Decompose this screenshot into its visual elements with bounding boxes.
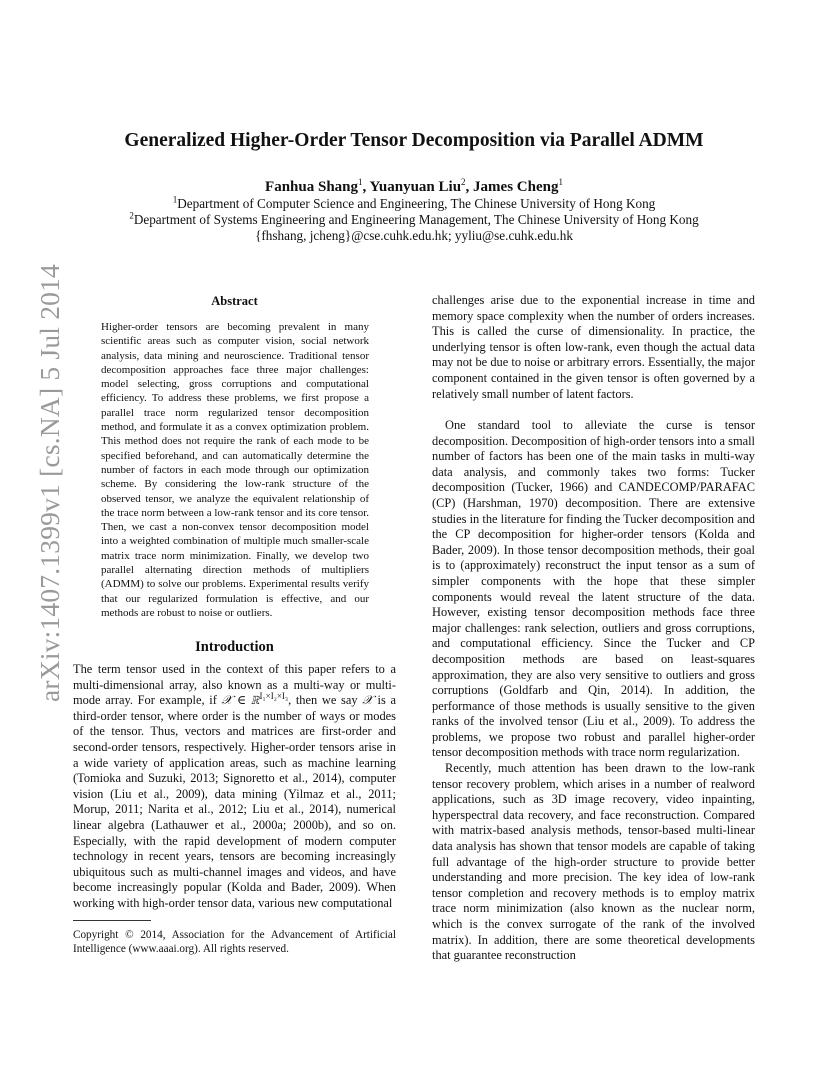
author-name: Yuanyuan Liu [369, 179, 462, 195]
author-name: Fanhua Shang [265, 179, 358, 195]
paper-title: Generalized Higher-Order Tensor Decomposition via Parallel ADMM [124, 130, 704, 151]
intro-text: , then we say [288, 693, 363, 708]
abstract-text: Higher-order tensors are becoming prevalent in many scientific areas such as computer vision, social network analysis, data mining and neuroscience. Traditional tensor decomposition approaches face three major challenges: model selecting, gross corruptions and computational efficiency. To address these problems, we first propose a parallel trace norm regularized tensor decomposition method, and formulate it as a convex optimization problem. This method does not require the rank of each mode to be specified beforehand, and can automatically determine the number of factors in each mode through our optimization scheme. By considering the low-rank structure of the observed tensor, we analyze the equivalent relationship of the trace norm between a low-rank tensor and its core tensor. Then, we cast a non-convex tensor decomposition model into a weighted combination of multiple much smaller-scale matrix trace norm minimization. Finally, we develop two parallel alternating direction methods of multipliers (ADMM) to solve our problems. Experimental results verify that our regularized formulation is effective, and our methods are robust to noise or outliers. [101, 321, 369, 619]
body-paragraph: challenges arise due to the exponential increase in time and memory space complexity when the number of orders increases. This is called the curse of dimensionality. In practice, the underlying tensor is often low-rank, even though the actual data may not be due to noise or arbitrary errors. Essentially, the major component contained in the given tensor is often governed by a relatively small number of latent factors. [432, 293, 755, 401]
author-affil-mark: 2 [461, 177, 466, 187]
tensor-dims: I₁×I₂×I₃ [259, 691, 289, 702]
intro-text: The term tensor used in the context of this paper refers to a multi-dimensional array, also known as a multi-way or multi-mode array. For example, if [73, 662, 396, 708]
author-affil-mark: 1 [358, 177, 363, 187]
abstract-heading: Abstract [211, 294, 258, 308]
tensor-symbol: 𝒳 [362, 693, 373, 708]
introduction-paragraph [73, 662, 396, 912]
author-emails: {fhshang, jcheng}@cse.cuhk.edu.hk; yyliu@se.cuhk.edu.hk [255, 228, 573, 243]
affiliation [0, 212, 828, 228]
author-affil-mark: 1 [558, 177, 563, 187]
introduction-heading: Introduction [195, 639, 274, 655]
footnote-rule [73, 920, 151, 921]
tensor-math: 𝒳 ∈ ℝ [221, 693, 260, 708]
author-name: James Cheng [473, 179, 559, 195]
intro-text: is a third-order tensor, where order is the number of ways or modes of the tensor. Thus, vectors and matrices are first-order and second-order tensors, respectively. Higher-order tensors arise in a wide variety of application areas, such as machine learning (Tomioka and Suzuki, 2013; Signoretto et al., 2014), computer vision (Liu et al., 2009), data mining (Yilmaz et al., 2011; Morup, 2011; Narita et al., 2012; Liu et al., 2014), numerical linear algebra (Lathauwer et al., 2000a; 2000b), and so on. Especially, with the rapid development of modern computer technology in recent years, tensors are becoming increasingly ubiquitous such as multi-channel images and videos, and have become increasingly popular (Kolda and Bader, 2009). When working with high-order tensor data, various new computational [73, 693, 396, 910]
arxiv-identifier-text: arXiv:1407.1399v1 [cs.NA] 5 Jul 2014 [34, 264, 65, 702]
copyright-notice: Copyright © 2014, Association for the Advancement of Artificial Intelligence (www.aaai.org). All rights reserved. [73, 929, 396, 955]
author-list: Fanhua Shang$^1$, Yuanyuan Liu$^2$, James Cheng$^1$ [265, 177, 563, 195]
affiliation [0, 196, 828, 212]
affiliation-mark: 2 [129, 210, 134, 221]
body-paragraph: Recently, much attention has been drawn to the low-rank tensor recovery problem, which arises in a number of realword applications, such as 3D image recovery, video inpainting, hyperspectral data recovery, and face reconstruction. Compared with matrix-based analysis methods, tensor-based multi-linear data analysis has shown that tensor models are capable of taking full advantage of the high-order structure to provide better understanding and more precision. The key idea of low-rank tensor completion and recovery methods is to employ matrix trace norm minimization (also known as the nuclear norm, which is the convex surrogate of the rank of the involved matrix). In addition, there are some theoretical developments that guarantee reconstruction [432, 761, 755, 963]
affiliation-mark: 1 [172, 194, 178, 205]
body-paragraph: One standard tool to alleviate the curse is tensor decomposition. Decomposition of high-order tensors into a small number of factors has been one of the main tasks in multi-way data analysis, and commonly takes two forms: Tucker decomposition (Tucker, 1966) and CANDECOMP/PARAFAC (CP) (Harshman, 1970) decomposition. There are extensive studies in the literature for finding the Tucker decomposition and the CP decomposition for higher-order tensors (Kolda and Bader, 2009). In those tensor decomposition methods, their goal is to (approximately) reconstruct the input tensor as a sum of simpler components with the hope that these simpler components would reveal the latent structure of the data. However, existing tensor decomposition methods face three major challenges: rank selection, outliers and gross corruptions, and computational efficiency. Since the Tucker and CP decomposition methods are based on least-squares approximation, they are also very sensitive to outliers and gross corruptions (Goldfarb and Qin, 2014). In addition, the performance of those methods is usually sensitive to the given ranks of the involved tensor (Liu et al., 2009). To address the problems, we propose two robust and parallel higher-order tensor decomposition methods with trace norm regularization. [432, 418, 755, 760]
affiliation-text: Department of Systems Engineering and Engineering Management, The Chinese University of Hong Kong [133, 212, 699, 227]
affiliation-text: Department of Computer Science and Engineering, The Chinese University of Hong Kong [177, 196, 656, 211]
